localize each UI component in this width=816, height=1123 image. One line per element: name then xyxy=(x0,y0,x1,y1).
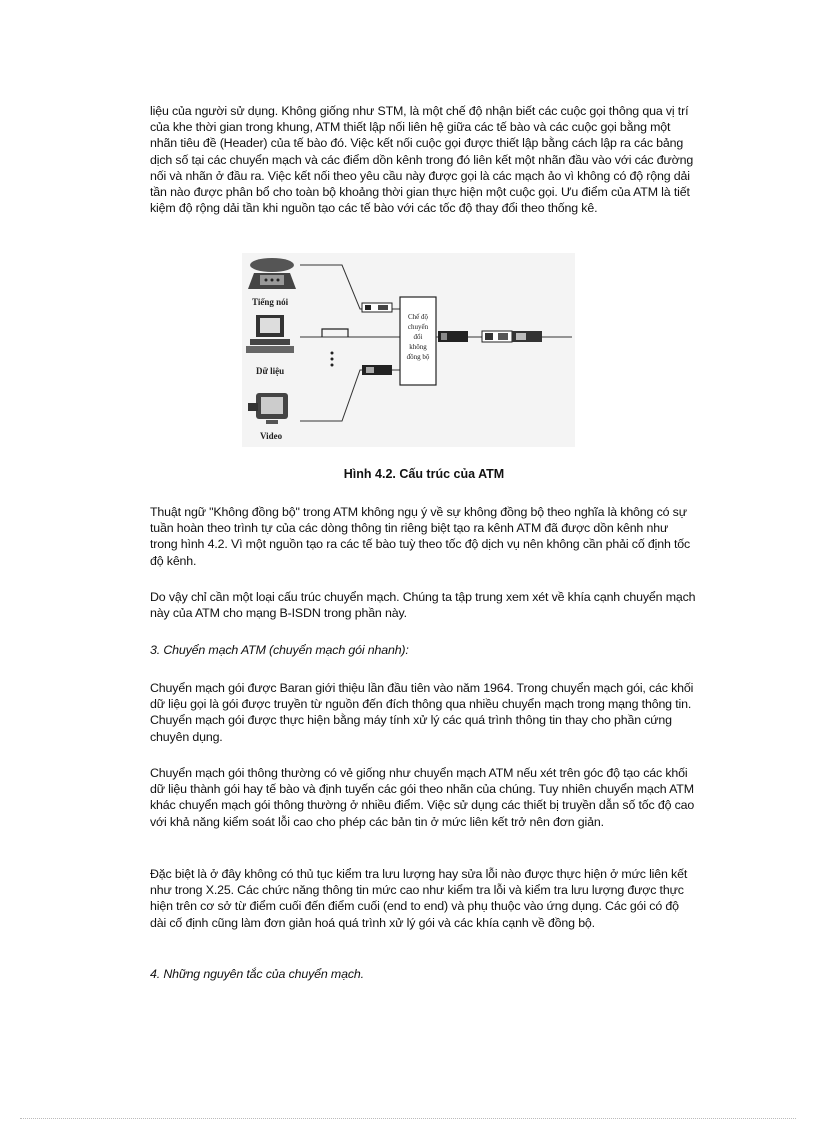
video-camera-icon xyxy=(248,393,288,424)
mux-label-2: chuyển xyxy=(407,323,429,331)
output-cells xyxy=(438,331,542,342)
page-bottom-divider xyxy=(20,1118,796,1119)
video-label: Video xyxy=(260,431,283,441)
mux-label-3: đổi xyxy=(413,333,423,341)
section-heading-switching-principles: 4. Những nguyên tắc của chuyển mạch. xyxy=(150,967,364,981)
mux-label-1: Chế độ xyxy=(407,313,429,321)
telephone-icon xyxy=(248,258,296,289)
section-heading-atm-switching: 3. Chuyển mạch ATM (chuyển mạch gói nhanh): xyxy=(150,643,409,657)
source-lines xyxy=(300,265,400,421)
atm-diagram xyxy=(242,253,575,447)
paragraph-packet-switching-intro: Chuyển mạch gói được Baran giới thiệu lần đầu tiên vào năm 1964. Trong chuyển mạch gói, các khối dữ liệu gọi là gói được truyền từ nguồn đến đích thông qua nhiều chuyển mạch trong mạng thông tin. Chuyển mạch gói được thực hiện bằng máy tính xử lý các quá trình thông tin thay cho phần cứng chuyên dụng. xyxy=(150,681,694,744)
atm-structure-figure xyxy=(242,253,575,447)
paragraph-asynchronous-term: Thuật ngữ "Không đồng bộ" trong ATM không ngụ ý về sự không đồng bộ theo nghĩa là không có sự tuần hoàn theo trình tự của các dòng thông tin riêng biệt tạo ra kênh ATM đã được dồn kênh như trong hình 4.2. Vì một nguồn tạo ra các tế bào tuỳ theo tốc độ dịch vụ nên không cần phải cố định tốc độ kênh. xyxy=(150,505,691,568)
atm-mux-box xyxy=(400,297,436,385)
mux-label-4: không xyxy=(409,343,427,351)
paragraph-atm-cell-label: liệu của người sử dụng. Không giống như STM, là một chế độ nhận biết các cuộc gọi thông qua vị trí của khe thời gian trong khung, ATM thiết lập nối liên hệ giữa các tế bào và các cuộc gọi bằng một nhãn tiêu đề (Header) của tế bào đó. Việc kết nối cuộc gọi được thiết lập bằng cách lập ra các bảng dịch số tại các chuyển mạch và các điểm dồn kênh trong đó liên kết một nhãn đầu vào với các đường nối và nhãn ở đầu ra. Việc kết nối theo yêu cầu này được gọi là các mạch ảo vì không có độ rộng dải tần nào được phân bổ cho toàn bộ khoảng thời gian thực hiện một cuộc gọi. Ưu điểm của ATM là tiết kiệm độ rộng dải tần khi nguồn tạo các tế bào với các tốc độ thay đổi theo thống kê. xyxy=(150,104,694,216)
figure-caption: Hình 4.2. Cấu trúc của ATM xyxy=(343,467,505,481)
data-label: Dữ liệu xyxy=(256,366,285,376)
data-pulse xyxy=(322,329,348,337)
paragraph-flow-control: Đặc biệt là ở đây không có thủ tục kiểm tra lưu lượng hay sửa lỗi nào được thực hiện ở mức liên kết như trong X.25. Các chức năng thông tin mức cao như kiểm tra lỗi và kiểm tra lưu lượng được thực hiện trên cơ sở từ điểm cuối đến điểm cuối (end to end) và phụ thuộc vào ứng dụng. Các gói có độ dài cố định cũng làm đơn giản hoá quá trình xử lý gói và các khía cạnh về đồng bộ. xyxy=(150,867,688,930)
paragraph-switching-structure: Do vậy chỉ cần một loại cấu trúc chuyển mạch. Chúng ta tập trung xem xét về khía cạnh chuyển mạch này của ATM cho mạng B-ISDN trong phần này. xyxy=(150,590,696,621)
computer-icon xyxy=(246,315,294,353)
paragraph-packet-vs-atm: Chuyển mạch gói thông thường có vẻ giống như chuyển mạch ATM nếu xét trên góc độ tạo các khối dữ liệu thành gói hay tế bào và định tuyến các gói theo nhãn của chúng. Tuy nhiên chuyển mạch ATM khác chuyển mạch gói thông thường ở nhiều điểm. Việc sử dụng các thiết bị truyền dẫn số tốc độ cao với khả năng kiểm soát lỗi cao cho phép các bản tin ở mức liên kết trở nên đơn giản. xyxy=(150,766,695,829)
voice-label: Tiếng nói xyxy=(252,297,289,307)
mux-label-5: đồng bộ xyxy=(406,353,430,361)
